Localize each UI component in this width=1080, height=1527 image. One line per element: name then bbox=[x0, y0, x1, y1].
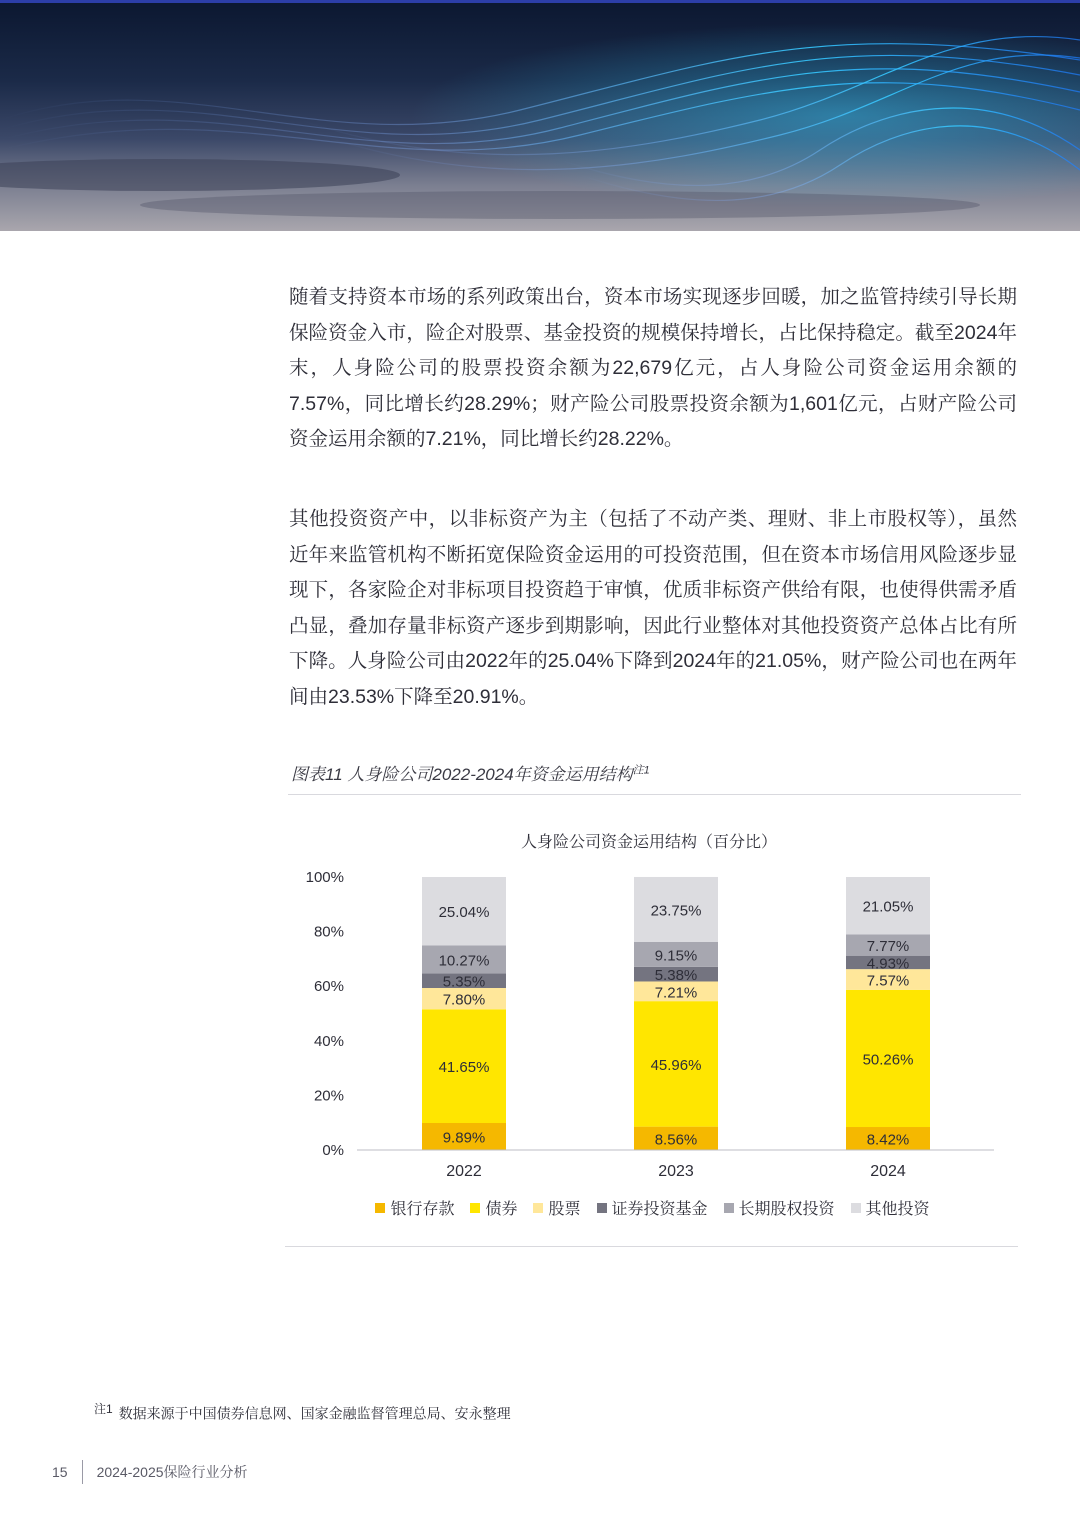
data-label: 10.27% bbox=[438, 952, 490, 970]
data-label: 7.80% bbox=[442, 991, 486, 1009]
data-label: 25.04% bbox=[438, 904, 490, 922]
footer-divider bbox=[82, 1460, 83, 1484]
legend-label: 证券投资基金 bbox=[611, 1201, 708, 1218]
data-label: 7.77% bbox=[866, 938, 910, 956]
x-tick-label: 2023 bbox=[658, 1163, 694, 1180]
y-tick-label: 60% bbox=[313, 978, 344, 996]
legend-item bbox=[375, 1196, 454, 1219]
x-tick-label: 2024 bbox=[870, 1163, 906, 1180]
legend-swatch bbox=[851, 1203, 861, 1213]
body-paragraph-other-investment: 其他投资资产中，以非标资产为主（包括了不动产类、理财、非上市股权等），虽然近年来监管机构不断拓宽保险资金运用的可投资范围，但在资本市场信用风险逐步显现下，各家险企对非标项目投资趋于审慎，优质非标资产供给有限，也使得供需矛盾凸显，叠加存量非标资产逐步到期影响，因此行业整体对其他投资资产总体占比有所下降。人身险公司由2022年的25.04%下降到2024年的21.05%，财产险公司也在两年间由23.53%下降至20.91%。 bbox=[289, 508, 1017, 708]
footnote-mark: 注1 bbox=[94, 1402, 113, 1416]
data-label: 23.75% bbox=[650, 902, 702, 920]
footnote bbox=[94, 1400, 511, 1424]
legend-item bbox=[470, 1196, 517, 1219]
data-label: 4.93% bbox=[866, 955, 910, 973]
data-label: 41.65% bbox=[438, 1059, 490, 1077]
stacked-bar-chart bbox=[285, 800, 1020, 1190]
legend-item bbox=[724, 1196, 835, 1219]
data-label: 7.21% bbox=[654, 984, 698, 1002]
page-footer bbox=[52, 1460, 248, 1484]
legend-swatch bbox=[375, 1203, 385, 1213]
figure-title bbox=[291, 760, 650, 785]
y-tick-label: 100% bbox=[305, 869, 344, 886]
legend-item bbox=[597, 1196, 708, 1219]
legend-label: 银行存款 bbox=[390, 1201, 455, 1218]
data-label: 45.96% bbox=[650, 1056, 702, 1074]
figure-title-text: 图表11 人身险公司2022-2024年资金运用结构 bbox=[291, 765, 633, 784]
data-label: 8.56% bbox=[654, 1131, 698, 1149]
footnote-text: 数据来源于中国债券信息网、国家金融监督管理总局、安永整理 bbox=[118, 1405, 511, 1422]
figure-top-rule bbox=[288, 794, 1021, 795]
legend-swatch bbox=[597, 1203, 607, 1213]
y-tick-label: 80% bbox=[313, 923, 344, 941]
figure-note-mark: 注1 bbox=[632, 764, 650, 777]
legend-swatch bbox=[724, 1203, 734, 1213]
y-tick-label: 20% bbox=[313, 1087, 344, 1105]
figure-bottom-rule bbox=[285, 1246, 1018, 1247]
legend-label: 长期股权投资 bbox=[738, 1201, 835, 1218]
data-label: 5.38% bbox=[654, 967, 698, 985]
data-label: 8.42% bbox=[866, 1131, 910, 1149]
data-label: 50.26% bbox=[862, 1051, 914, 1069]
legend-label: 债券 bbox=[485, 1201, 518, 1218]
chart-legend bbox=[285, 1196, 1020, 1219]
y-tick-label: 40% bbox=[313, 1032, 344, 1050]
data-label: 9.89% bbox=[442, 1129, 486, 1147]
page-number: 15 bbox=[52, 1464, 68, 1480]
report-title: 2024-2025保险行业分析 bbox=[96, 1464, 248, 1480]
legend-item bbox=[851, 1196, 930, 1219]
legend-label: 其他投资 bbox=[865, 1201, 930, 1218]
data-label: 21.05% bbox=[862, 898, 914, 916]
data-label: 5.35% bbox=[442, 973, 486, 991]
x-tick-label: 2022 bbox=[446, 1163, 482, 1180]
light-wave-graphic bbox=[0, 0, 1080, 231]
legend-swatch bbox=[470, 1203, 480, 1213]
y-tick-label: 0% bbox=[322, 1142, 344, 1159]
legend-swatch bbox=[533, 1203, 543, 1213]
data-label: 7.57% bbox=[866, 972, 910, 990]
header-banner-image bbox=[0, 0, 1080, 231]
legend-item bbox=[533, 1196, 580, 1219]
chart-title: 人身险公司资金运用结构（百分比） bbox=[520, 834, 778, 851]
data-label: 9.15% bbox=[654, 947, 698, 965]
legend-label: 股票 bbox=[548, 1201, 581, 1218]
body-paragraph-stock-investment: 随着支持资本市场的系列政策出台，资本市场实现逐步回暖，加之监管持续引导长期保险资金入市，险企对股票、基金投资的规模保持增长，占比保持稳定。截至2024年末，人身险公司的股票投资余额为22,679亿元，占人身险公司资金运用余额的7.57%，同比增长约28.29%；财产险公司股票投资余额为1,601亿元，占财产险公司资金运用余额的7.21%，同比增长约28.22%。 bbox=[289, 286, 1017, 450]
